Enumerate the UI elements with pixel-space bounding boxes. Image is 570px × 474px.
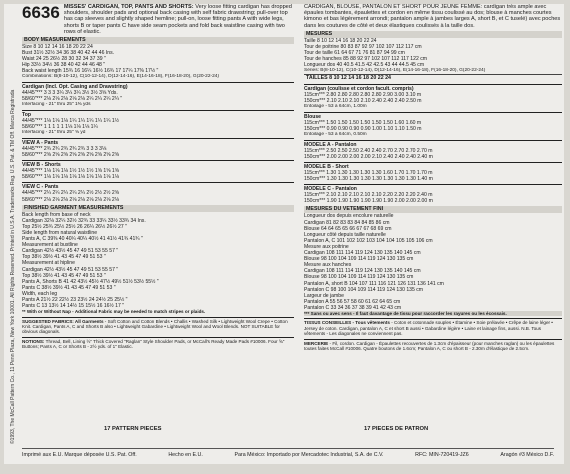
cardigan-metrage: Cardigan (coulisse et cordon facult. compris) 115cm*** 2.80 2.80 2.80 2.80 2.80 2.90 3.00 3.10 m 150cm*** 2.10 2.10 2.10 2.10 2.40 2.40 2.40 2.50 m Entoilage - 53 à 64cm, 1.00m	[304, 84, 562, 110]
description-fr: CARDIGAN, BLOUSE, PANTALON ET SHORT POUR JEUNE FEMME: cardigan très ample avec épaules tombantes, épaulettes et cordon en même tissu coulissé au dos; blouse à manches courtes kimono et bas légèrement arrondi; pantalon ample à jambes larges A, short B, et C tuselé) avec poches dans les coutures de côté et deux élastiques coulissés à la taille dos.	[304, 4, 561, 29]
table-row: 44/45"*** 1⅛ 1⅛ 1⅛ 1¼ 1¼ 1¼ 1¼ 1¼ 1½	[22, 118, 119, 125]
table-row: Pantalon C 33 34 36 37 38 39 41 42 43 cm	[304, 304, 402, 311]
table-row: Pantalon C 98 100 104 109 114 119 124 130 135 cm	[304, 286, 424, 293]
table-row: 58/60"*** 1⅛ 1⅛ 1⅛ 1⅛ 1⅛ 1⅛ 1⅛ 1⅛ 1⅛	[22, 174, 119, 181]
table-row: 115cm*** 2.80 2.80 2.80 2.80 2.80 2.90 3.00 3.10 m	[304, 91, 422, 98]
modele-c-metrage: MODELE C - Pantalon 115cm*** 2.10 2.10 2.10 2.10 2.10 2.20 2.20 2.20 2.40 m 150cm*** 1.90 1.90 1.90 1.90 1.90 1.90 2.00 2.00 2.00 m	[304, 184, 562, 204]
table-row: 150cm*** 0.90 0.90 0.90 0.90 1.00 1.10 1.10 1.50 m	[304, 125, 422, 132]
table-row: Mesure aux hanches	[304, 262, 352, 269]
table-row: Top 38½ 39½ 41 43 45 47 49 51 53 "	[22, 272, 106, 279]
table-row: Cardigan 108 111 114 119 124 130 135 140 145 cm	[304, 268, 421, 275]
vetement-fini-table	[304, 213, 562, 311]
table-row: Cardigan 32⅛ 32¼ 32½ 32¾ 33 33¼ 33½ 33¾ 34 Ins.	[22, 217, 146, 224]
view-c-yardage: VIEW C - Pants 44/45"*** 2¼ 2¼ 2¼ 2¼ 2¼ 2½ 2½ 2½ 2⅝ 58/60"*** 2⅛ 2⅛ 2⅛ 2⅛ 2⅛ 2⅛ 2⅛ 2⅛ 2⅛	[22, 182, 294, 202]
table-row: 44/45"*** 1⅛ 1⅛ 1⅛ 1½ 1½ 1½ 1⅝ 1⅝ 1⅝	[22, 168, 119, 175]
table-row: 150cm*** 1.30 1.30 1.30 1.30 1.30 1.30 1.30 1.30 1.40 m	[304, 176, 433, 183]
table-row: Pantalon A 55 56 57 58 60 61 62 64 65 cm	[304, 298, 401, 305]
table-row: Top 25½ 25¾ 25½ 25½ 26 26¼ 26½ 26½ 27 "	[22, 223, 127, 230]
table-row: Longueur dos depuis encolure naturelle	[304, 213, 394, 220]
table-row: 150cm*** 1.90 1.90 1.90 1.90 1.90 1.90 2.00 2.00 2.00 m	[304, 198, 433, 205]
footer-importer: Para México: Importado por Mercadotec Industrial, S.A. de C.V.	[234, 452, 384, 458]
nap-note-fr: *** Sans ou avec sens - Il faut davantage de tissu pour raccorder les rayures ou les écossais.	[304, 311, 562, 316]
table-row: Longueur côté depuis taille naturelle	[304, 231, 386, 238]
table-row: Measurement at bustline	[22, 242, 78, 249]
table-row: Mesure aux poitrine	[304, 243, 349, 250]
header	[22, 4, 294, 35]
mercerie: MERCERIE - Fil, cordon. Cardigan - Épaulettes recouvertes de 1.3cm d'épaisseur (pour manches raglan) ou les épaulettes toutes faites McCall #10006. Quatre boutons de 1.6cm; Pantalon A, C ou short B - 2.30m d'élastique de 2.5cm.	[304, 339, 562, 352]
table-row: Interfacing - 21" thru 25" 1⅜ yds	[22, 102, 91, 108]
tailles-row: TAILLES 8 10 12 14 16 18 20 22 24	[304, 74, 562, 82]
footer-made-in: Hecho en E.U.	[168, 452, 203, 458]
combinations: Combinations: B(8-10-12), C(10-12-14), D(12-14-16), E(14-16-18), F(16-18-20), G(20-22-24)	[22, 74, 220, 80]
table-row: Cardigan 42½ 43½ 45 47 49 51 53 55 57 "	[22, 266, 119, 273]
modele-b-metrage: MODELE B - Short 115cm*** 1.30 1.30 1.30 1.30 1.30 1.60 1.70 1.70 1.70 m 150cm*** 1.30 1.30 1.30 1.30 1.30 1.30 1.30 1.30 1.40 m	[304, 162, 562, 182]
table-row: 150cm*** 2.10 2.10 2.10 2.10 2.40 2.40 2.40 2.50 m	[304, 98, 422, 105]
french-column	[304, 4, 562, 351]
table-row: 150cm*** 2.00 2.00 2.00 2.00 2.10 2.40 2.40 2.40 2.40 m	[304, 153, 433, 160]
table-row: Entoilage - 53 à 64cm, 1.00m	[304, 104, 367, 110]
vetement-fini-heading: MESURES DU VETEMENT FINI	[304, 206, 562, 213]
table-row: Bust 31½ 32½ 34 36 38 40 42 44 46 Ins.	[22, 50, 115, 57]
table-row: Blouse 64 64 65 65 66 67 67 68 69 cm	[304, 225, 392, 232]
top-yardage: Top 44/45"*** 1⅛ 1⅛ 1⅛ 1¼ 1¼ 1¼ 1¼ 1¼ 1½ 58/60"*** 1 1 1 1 1 1⅛ 1⅛ 1⅛ 1¼ Interfacing - 21" thru 25" ⅝ yd	[22, 110, 294, 136]
suggested-fabrics: SUGGESTED FABRICS: All Garments - Soft Cotton and Cotton Blends • Challis • Washed Silk • Lightweight Wool Crepe • Cotton Knit. Cardigan, Pants A, C and Shorts B also • Lightweight Gabardine • Lightweight Wool and Wool Blends. NOT SUITABLE for obvious diagonals.	[22, 317, 294, 335]
footer-right: Aragón #3 México D.F.	[500, 452, 554, 458]
legal-footer	[22, 448, 554, 458]
table-row: Tour de hanches 85 88 92 97 102 107 112 117 122 cm	[304, 56, 428, 63]
side-copyright: ©1993, The McCall Pattern Co., 11 Penn Plaza, New York 10001. All Rights Reserved. Printed in U.S.A. Trademarks Reg. U.S. Pat. & TM Off. Marca Registrada	[10, 89, 16, 444]
table-row: Tour de poitrine 80 83 87 92 97 102 107 112 117 cm	[304, 43, 422, 50]
table-row: 115cm*** 2.50 2.50 2.50 2.40 2.40 2.70 2.70 2.70 2.70 m	[304, 147, 433, 154]
table-row: Cardigan 108 111 114 119 124 130 135 140 145 cm	[304, 250, 421, 257]
series: Séries: B(8-10-12), C(10-12-14), D(12-14-16), E(14-16-18), F(16-18-20), G(20-22-24)	[304, 68, 486, 74]
pattern-pieces-fr: 17 PIECES DE PATRON	[364, 426, 429, 432]
table-row: Pants A, Shorts B 41 42 43½ 45½ 47½ 49½ 51½ 53½ 55½ "	[22, 278, 159, 285]
table-row: 58/60"*** 2⅛ 2⅛ 2⅛ 2⅛ 2⅛ 2¼ 2¼ 2¼ 2¼ "	[22, 96, 123, 103]
blouse-metrage: Blouse 115cm*** 1.50 1.50 1.50 1.50 1.50 1.50 1.60 1.60 m 150cm*** 0.90 0.90 0.90 0.90 1.00 1.10 1.10 1.50 m Entoilage - 53 à 64cm, 0.50m	[304, 112, 562, 138]
table-row: 58/60"*** 1 1 1 1 1 1⅛ 1⅛ 1⅛ 1¼	[22, 124, 98, 131]
table-row: Blouse 98 100 104 109 114 119 124 130 135 cm	[304, 274, 414, 281]
pattern-envelope-back	[4, 4, 564, 464]
description: MISSES' CARDIGAN, TOP, PANTS AND SHORTS: Very loose fitting cardigan has dropped shoulders, shoulder pads and optional back casing with self fabric drawstring; pull-over top has cap sleeves and slightly shaped hemline; pull-on, loose fitting pants A with wide legs, shorts B or taper pants C have side seam pockets and fold back waistline casing with two rows of elastic.	[63, 4, 292, 35]
table-row: 115cm*** 1.30 1.30 1.30 1.30 1.30 1.60 1.70 1.70 1.70 m	[304, 170, 433, 176]
footer-rfc: RFC: MIN-720419-JZ6	[415, 452, 469, 458]
table-row: Pantalon A, C 101 102 102 103 104 104 105 105 106 cm	[304, 237, 433, 244]
table-row: 58/60"*** 2⅝ 2⅝ 2⅝ 2⅝ 2⅝ 2⅝ 2⅝ 2⅝ 2⅝	[22, 152, 119, 159]
table-row: 115cm*** 1.50 1.50 1.50 1.50 1.50 1.50 1.60 1.60 m	[304, 119, 422, 126]
table-row: Entoilage - 53 à 64cm, 0.50m	[304, 132, 367, 138]
table-row: Pantalon A, short B 104 107 111 116 121 126 131 136 141 cm	[304, 280, 444, 287]
pattern-pieces-en: 17 PATTERN PIECES	[104, 426, 162, 432]
table-row: 115cm*** 2.10 2.10 2.10 2.10 2.10 2.20 2.20 2.20 2.40 m	[304, 192, 433, 199]
table-row: Width, each leg	[22, 290, 58, 297]
finished-measurements-table	[22, 212, 294, 310]
table-row: 58/60"*** 2⅛ 2⅛ 2⅛ 2⅛ 2⅛ 2⅛ 2⅛ 2⅛ 2⅛	[22, 196, 119, 203]
table-row: Waist 24 25 26½ 28 30 32 34 37 39 "	[22, 56, 106, 63]
table-row: Longueur dos 40 40.5 41.5 42 42.5 43 44 44.5 45 cm	[304, 62, 425, 69]
table-row: Pants C 13 13½ 14 14½ 15 15½ 16 16½ 17 "	[22, 303, 125, 310]
table-row: Pants A 21½ 22 22½ 23 23½ 24 24½ 25 25½ "	[22, 296, 128, 303]
table-row: Pants A, C 39⅜ 40 40¼ 40¼ 40½ 41 41½ 41¾ 41¾ "	[22, 236, 143, 243]
notions: NOTIONS: Thread, Bell, Lining ½" Thick Covered "Raglan" Style Shoulder Pads, or McCall's Ready Made Pads #10006. Four ⅝" Buttons; Pants A, C or Shorts B - 2½ yds. of 1" Elastic.	[22, 337, 294, 350]
body-measurements-table	[22, 44, 294, 74]
table-row: Top 38½ 39½ 41 43 45 47 49 51 53 "	[22, 254, 106, 261]
table-row: Cardigan 81 82 83 83 84 84 85 86 cm	[304, 219, 390, 226]
table-row: Size 8 10 12 14 16 18 20 22 24	[22, 44, 93, 51]
finished-measurements-heading: FINISHED GARMENT MEASUREMENTS	[22, 205, 294, 212]
table-row: 44/45"*** 3 3 3 3¼ 3¼ 3¼ 3½ 3½ 3⅝ Yds.	[22, 90, 118, 97]
nap-note: ** With or Without Nap - Additional Fabric may be needed to match stripes or plaids.	[22, 309, 206, 315]
english-column	[22, 4, 294, 350]
table-row: Hip 33½ 34½ 36 38 40 42 44 46 48 "	[22, 62, 106, 69]
table-row: Measurement at hipline	[22, 260, 75, 267]
table-row: 44/45"*** 2¾ 2¾ 2¾ 2¾ 2¾ 3 3 3 3⅛	[22, 145, 107, 152]
mesures-heading: MESURES	[304, 31, 562, 38]
table-row: Side length from natural waistline	[22, 229, 98, 236]
pattern-number: 6636	[22, 3, 60, 22]
footer-left: Imprimé aux E.U. Marque déposée U.S. Pat. Off.	[22, 452, 137, 458]
table-row: Interfacing - 21" thru 25" ⅝ yd	[22, 130, 86, 136]
table-row: Largeur de jambe	[304, 292, 344, 299]
table-row: Pants C 38½ 39½ 41 43 45 47 49 51 53 "	[22, 284, 116, 291]
table-row: Taille 8 10 12 14 16 18 20 22 24	[304, 37, 377, 44]
modele-a-metrage: MODELE A - Pantalon 115cm*** 2.50 2.50 2.50 2.40 2.40 2.70 2.70 2.70 2.70 m 150cm*** 2.00 2.00 2.00 2.00 2.10 2.40 2.40 2.40 2.40 m	[304, 140, 562, 160]
table-row: Back length from base of neck	[22, 211, 91, 218]
table-row: 44/45"*** 2¼ 2¼ 2¼ 2¼ 2¼ 2½ 2½ 2½ 2⅝	[22, 190, 119, 197]
cardigan-yardage: Cardigan (Incl. Opt. Casing and Drawstring) 44/45"*** 3 3 3 3¼ 3¼ 3¼ 3½ 3½ 3⅝ Yds. 58/60"*** 2⅛ 2⅛ 2⅛ 2⅛ 2⅛ 2¼ 2¼ 2¼ 2¼ " Interfacing - 21" thru 25" 1⅜ yds	[22, 82, 294, 108]
table-row: Back waist length 15¾ 16 16¼ 16½ 16¾ 17 17¼ 17⅜ 17½ "	[22, 68, 159, 75]
table-row: Tour de taille 61 64 67 71 76 81 87 94 99 cm	[304, 50, 405, 56]
table-row: Cardigan 42½ 43½ 45 47 49 51 53 55 57 "	[22, 248, 119, 255]
tissus-conseilles: TISSUS CONSEILLES - Tous vêtements - Coton et cotonnade souples • Étamine • Soie prélavée • Crêpe de laine léger • Jersey de coton. Cardigan, pantalon A, C et short B aussi • Gabardine légère • Laine et lainage fins, aussi. N.B. Tous vêtements - Les diagonales ne conviennent pas.	[304, 318, 562, 336]
view-a-yardage: VIEW A - Pants 44/45"*** 2¾ 2¾ 2¾ 2¾ 2¾ 3 3 3 3⅛ 58/60"*** 2⅝ 2⅝ 2⅝ 2⅝ 2⅝ 2⅝ 2⅝ 2⅝ 2⅝	[22, 138, 294, 158]
body-measurements-heading: BODY MEASUREMENTS	[22, 37, 294, 44]
table-row: Blouse 98 100 104 109 114 119 124 130 135 cm	[304, 256, 414, 263]
view-b-yardage: VIEW B - Shorts 44/45"*** 1⅛ 1⅛ 1⅛ 1½ 1½ 1½ 1⅝ 1⅝ 1⅝ 58/60"*** 1⅛ 1⅛ 1⅛ 1⅛ 1⅛ 1⅛ 1⅛ 1⅛ 1⅛	[22, 160, 294, 180]
